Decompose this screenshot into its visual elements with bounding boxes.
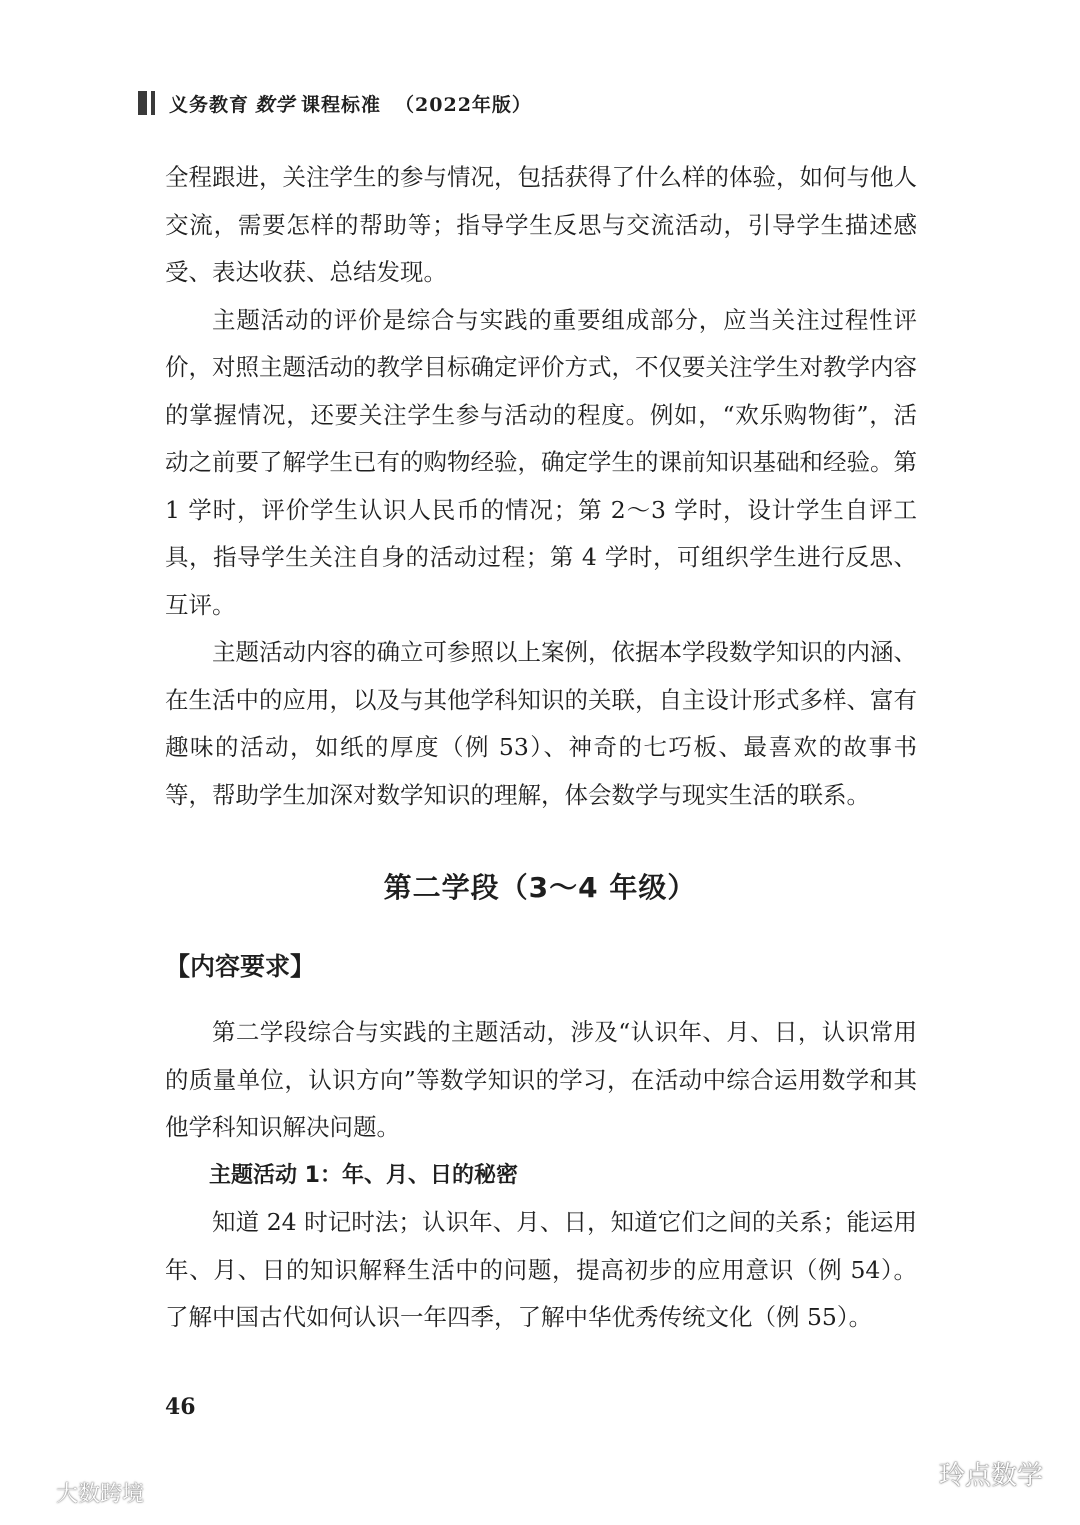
watermark-right-text: 玲点数学	[939, 1461, 1044, 1491]
section-paragraph: 第二学段综合与实践的主题活动，涉及“认识年、月、日，认识常用的质量单位，认识方向”等数学知识的学习，在活动中综合运用数学和其他学科知识解决问题。	[165, 1018, 917, 1141]
watermark-logo-icon	[10, 1479, 50, 1507]
watermark-left	[10, 1477, 144, 1508]
header-bar-decoration-thin	[151, 91, 155, 115]
running-header	[138, 88, 532, 118]
header-book-title: 课程标准	[301, 93, 382, 116]
wechat-icon	[895, 1454, 933, 1493]
paragraph-1: 全程跟进，关注学生的参与情况，包括获得了什么样的体验，如何与他人交流，需要怎样的帮助等；指导学生反思与交流活动，引导学生描述感受、表达收获、总结发现。	[165, 163, 917, 286]
header-book-series: 义务教育	[169, 93, 250, 116]
body-text-top	[165, 154, 917, 819]
section-heading: 【内容要求】	[165, 952, 316, 981]
paragraph-3: 主题活动内容的确立可参照以上案例，依据本学段数学知识的内涵、在生活中的应用，以及与其他学科知识的关联，自主设计形式多样、富有趣味的活动，如纸的厚度（例 53）、神奇的七巧板、最喜欢的故事书等，帮助学生加深对数学知识的理解，体会数学与现实生活的联系。	[165, 638, 917, 809]
activity-heading: 主题活动 1：年、月、日的秘密	[209, 1162, 518, 1188]
activity-paragraph: 知道 24 时记时法；认识年、月、日，知道它们之间的关系；能运用年、月、日的知识解释生活中的问题，提高初步的应用意识（例 54）。了解中国古代如何认识一年四季，了解中华优秀传统文化（例 55）。	[165, 1208, 917, 1331]
paragraph-2: 主题活动的评价是综合与实践的重要组成部分，应当关注过程性评价，对照主题活动的教学目标确定评价方式，不仅要关注学生对教学内容的掌握情况，还要关注学生参与活动的程度。例如，“欢乐购物街”，活动之前要了解学生已有的购物经验，确定学生的课前知识基础和经验。第 1 学时，评价学生认识人民币的情况；第 2～3 学时，设计学生自评工具，指导学生关注自身的活动过程；第 4 学时，可组织学生进行反思、互评。	[165, 305, 917, 619]
body-text-bottom	[165, 1009, 917, 1342]
header-edition: （2022年版）	[395, 93, 532, 116]
header-subject: 数学	[255, 93, 296, 116]
header-bar-decoration	[138, 91, 147, 115]
stage-heading: 第二学段（3～4 年级）	[383, 871, 697, 904]
watermark-right	[895, 1454, 1043, 1493]
watermark-left-text: 大数跨境	[56, 1482, 145, 1507]
page-number: 46	[165, 1394, 196, 1420]
